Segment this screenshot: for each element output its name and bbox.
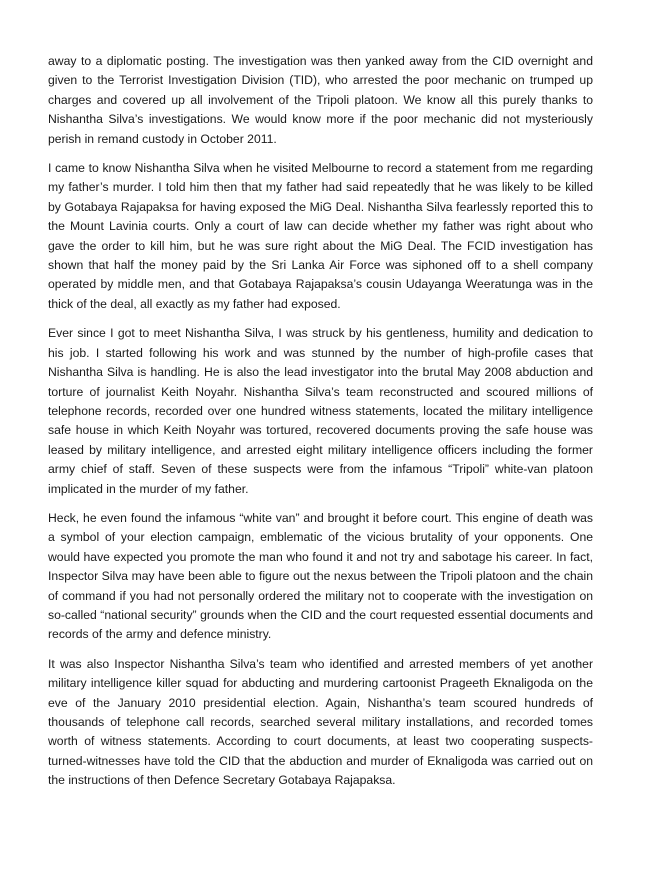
- paragraph-4: Heck, he even found the infamous “white van” and brought it before court. This engine of death was a symbol of your election campaign, emblematic of the vicious brutality of your opponents. One would have expected you promote the man who found it and not try and sabotage his career. In fact, Inspector Silva may have been able to figure out the nexus between the Tripoli platoon and the chain of command if you had not personally ordered the military not to cooperate with the investigation on so-called “national security” grounds when the CID and the court requested essential documents and records of the army and defence ministry.: [48, 510, 593, 642]
- paragraph-2: I came to know Nishantha Silva when he visited Melbourne to record a statement from me regarding my father’s murder. I told him then that my father had said repeatedly that he was likely to be killed by Gotabaya Rajapaksa for having exposed the MiG Deal. Nishantha Silva fearlessly reported this to the Mount Lavinia courts. Only a court of law can decide whether my father was right about who gave the order to kill him, but he was sure right about the MiG Deal. The FCID investigation has shown that half the money paid by the Sri Lanka Air Force was siphoned off to a shell company operated by middle men, and that Gotabaya Rajapaksa’s cousin Udayanga Weeratunga was in the thick of the deal, all exactly as my father had exposed.: [48, 161, 593, 311]
- paragraph-5: It was also Inspector Nishantha Silva’s team who identified and arrested members of yet another military intelligence killer squad for abducting and murdering cartoonist Prageeth Eknaligoda on the eve of the January 2010 presidential election. Again, Nishantha’s team scoured hundreds of thousands of telephone call records, searched several military installations, and recorded tomes worth of witness statements. According to court documents, at least two cooperating suspects-turned-witnesses have told the CID that the abduction and murder of Eknaligoda was carried out on the instructions of then Defence Secretary Gotabaya Rajapaksa.: [48, 656, 593, 788]
- document-page: [48, 52, 593, 801]
- paragraph-1: away to a diplomatic posting. The investigation was then yanked away from the CID overnight and given to the Terrorist Investigation Division (TID), who arrested the poor mechanic on trumped up charges and covered up all involvement of the Tripoli platoon. We know all this purely thanks to Nishantha Silva’s investigations. We would know more if the poor mechanic did not mysteriously perish in remand custody in October 2011.: [48, 54, 593, 146]
- paragraph-3: Ever since I got to meet Nishantha Silva, I was struck by his gentleness, humility and dedication to his job. I started following his work and was stunned by the number of high-profile cases that Nishantha Silva is handling. He is also the lead investigator into the brutal May 2008 abduction and torture of journalist Keith Noyahr. Nishantha Silva’s team reconstructed and scoured millions of telephone records, recorded over one hundred witness statements, located the military intelligence safe house in which Keith Noyahr was tortured, recovered documents proving the safe house was leased by military intelligence, and arrested eight military intelligence officers including the former army chief of staff. Seven of these suspects were from the infamous “Tripoli” white-van platoon implicated in the murder of my father.: [48, 326, 593, 496]
